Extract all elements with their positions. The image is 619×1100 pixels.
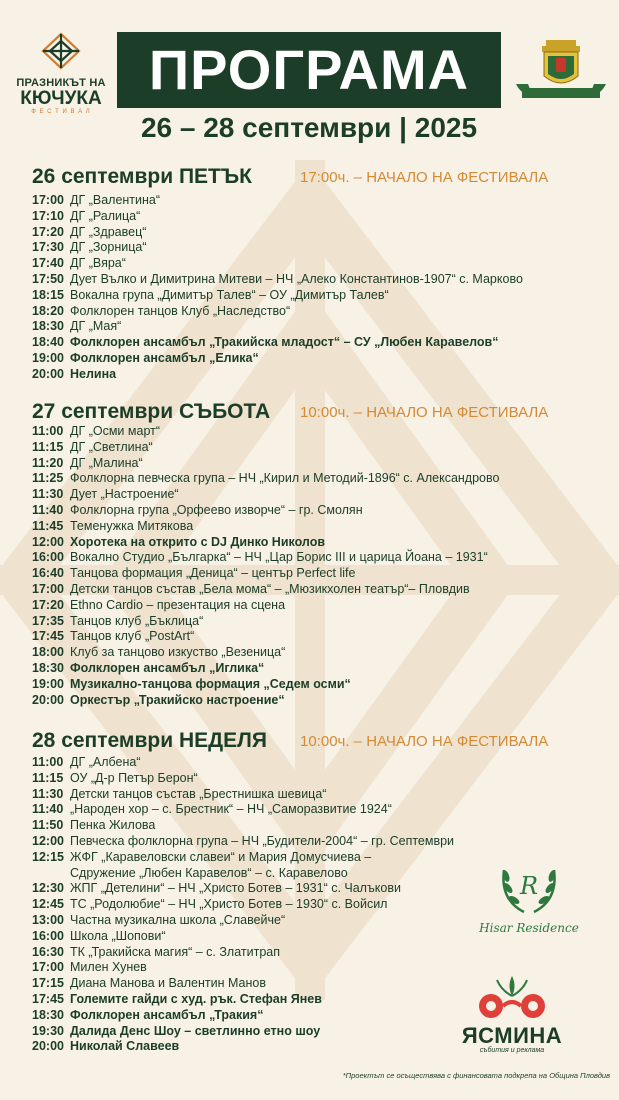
schedule-performer: Клуб за танцово изкуство „Везеница“: [70, 645, 286, 660]
schedule-performer: Детски танцов състав „Бела мома“ – „Мюзикхолен театър“– Пловдив: [70, 581, 470, 596]
program-banner: ПРОГРАМА: [117, 32, 501, 108]
schedule-row: [32, 802, 612, 818]
schedule-row: [32, 209, 612, 225]
schedule-row: [32, 424, 612, 440]
schedule-performer: Ethno Cardio – презентация на сцена: [70, 597, 286, 612]
yasmina-subtitle: събития и реклама: [479, 1047, 545, 1054]
day-3-title: 28 септември НЕДЕЛЯ: [32, 729, 267, 752]
schedule-row: [32, 288, 612, 304]
schedule-time: 12:30: [32, 881, 64, 896]
schedule-performer: Танцов клуб „PostArt“: [70, 629, 195, 644]
schedule-performer: Частна музикална школа „Славейче“: [70, 912, 286, 927]
festival-logo-line1: ПРАЗНИКЪТ НА: [16, 77, 106, 89]
schedule-row: [32, 598, 612, 614]
schedule-time: 11:20: [32, 455, 64, 470]
schedule-time: 17:40: [32, 256, 64, 271]
schedule-performer: ОУ „Д-р Петър Берон“: [70, 770, 198, 785]
schedule-performer: Фолклорен ансамбъл „Иглика“: [70, 660, 265, 675]
schedule-performer: ДГ „Малина“: [70, 455, 143, 470]
schedule-performer: Детски танцов състав „Брестнишка шевица“: [70, 786, 327, 801]
festival-dates: 26 – 28 септември | 2025: [140, 112, 478, 143]
yasmina-emblem-icon: [467, 972, 557, 1020]
day-2-header: [32, 400, 607, 426]
schedule-performer: Големите гайди с худ. рък. Стефан Янев: [70, 991, 322, 1006]
city-crest-icon: [512, 38, 610, 104]
schedule-performer: Нелина: [70, 366, 117, 381]
schedule-time: 16:00: [32, 550, 64, 565]
day-1-start: 17:00ч. – НАЧАЛО НА ФЕСТИВАЛА: [300, 169, 549, 186]
schedule-time: 18:30: [32, 1007, 64, 1022]
schedule-performer: Диана Манова и Валентин Манов: [70, 976, 266, 991]
schedule-row: [32, 566, 612, 582]
schedule-time: 18:00: [32, 645, 64, 660]
day-2-start: 10:00ч. – НАЧАЛО НА ФЕСТИВАЛА: [300, 404, 549, 421]
schedule-performer: Дует Вълко и Димитрина Митеви – НЧ „Алеко Константинов-1907“ с. Марково: [70, 271, 523, 286]
schedule-time: 11:40: [32, 502, 64, 517]
schedule-row: [32, 945, 612, 961]
schedule-row: [32, 834, 612, 850]
laurel-wreath-icon: [494, 852, 564, 918]
schedule-performer: Оркестър „Тракийско настроение“: [70, 692, 285, 707]
schedule-performer: ДГ „Мая“: [70, 319, 122, 334]
day-3-start: 10:00ч. – НАЧАЛО НА ФЕСТИВАЛА: [300, 733, 549, 750]
schedule-time: 20:00: [32, 1039, 64, 1054]
schedule-performer: Фолклорна певческа група – НЧ „Кирил и Методий-1896“ с. Александрово: [70, 471, 500, 486]
schedule-performer: Далида Денс Шоу – светлинно етно шоу: [70, 1023, 321, 1038]
schedule-performer: Вокална група „Димитър Талев“ – ОУ „Димитър Талев“: [70, 287, 389, 302]
schedule-row: [32, 240, 612, 256]
schedule-time: 20:00: [32, 692, 64, 707]
day-1-title: 26 септември ПЕТЪК: [32, 165, 252, 188]
schedule-performer: ТК „Тракийска магия“ – с. Златитрап: [70, 944, 281, 959]
schedule-row: [32, 818, 612, 834]
svg-text:R: R: [519, 872, 539, 900]
schedule-performer: Сдружение „Любен Каравелов“ – с. Каравелово: [70, 865, 348, 880]
schedule-row: [32, 519, 612, 535]
schedule-time: 11:15: [32, 770, 64, 785]
schedule-time: 11:25: [32, 471, 64, 486]
schedule-time: 17:45: [32, 629, 64, 644]
schedule-performer: Танцова формация „Деница“ – център Perfect life: [70, 566, 356, 581]
schedule-time: 12:15: [32, 849, 64, 864]
schedule-row: [32, 272, 612, 288]
schedule-time: 18:30: [32, 319, 64, 334]
schedule-time: 16:30: [32, 944, 64, 959]
schedule-row: [32, 677, 612, 693]
schedule-performer: Фолклорен ансамбъл „Елика“: [70, 350, 259, 365]
schedule-performer: Теменужка Митякова: [70, 518, 194, 533]
schedule-row: [32, 225, 612, 241]
schedule-row: [32, 503, 612, 519]
schedule-performer: Фолклорна група „Орфеево изворче“ – гр. Смолян: [70, 502, 363, 517]
day-3-header: [32, 729, 607, 755]
schedule-time: 17:20: [32, 597, 64, 612]
schedule-performer: ДГ „Здравец“: [70, 224, 147, 239]
schedule-row: [32, 693, 612, 709]
schedule-row: [32, 787, 612, 803]
schedule-performer: Певческа фолклорна група – НЧ „Будители-2004“ – гр. Септември: [70, 833, 455, 848]
schedule-row: [32, 471, 612, 487]
schedule-performer: Дует „Настроение“: [70, 487, 179, 502]
schedule-time: 16:40: [32, 566, 64, 581]
schedule-performer: Милен Хунев: [70, 960, 147, 975]
schedule-time: 17:00: [32, 960, 64, 975]
schedule-row: [32, 367, 612, 383]
schedule-row: [32, 614, 612, 630]
schedule-time: 11:50: [32, 818, 64, 833]
schedule-time: 12:00: [32, 833, 64, 848]
schedule-row: [32, 256, 612, 272]
schedule-time: 18:15: [32, 287, 64, 302]
schedule-performer: Николай Славеев: [70, 1039, 180, 1054]
schedule-row: [32, 629, 612, 645]
funding-footnote: *Проектът се осъществява с финансовата подкрепа на Община Пловдив: [342, 1071, 610, 1080]
schedule-time: 17:00: [32, 581, 64, 596]
day-2-title: 27 септември СЪБОТА: [32, 400, 271, 423]
schedule-performer: ЖФГ „Каравеловски славеи“ и Мария Домусчиева –: [70, 849, 372, 864]
schedule-row: [32, 535, 612, 551]
schedule-row: [32, 456, 612, 472]
schedule-row: [32, 755, 612, 771]
schedule-time: 16:00: [32, 928, 64, 943]
schedule-row: [32, 335, 612, 351]
schedule-performer: Фолклорен ансамбъл „Тракийска младост“ – СУ „Любен Каравелов“: [70, 335, 499, 350]
schedule-row: [32, 661, 612, 677]
schedule-time: 11:30: [32, 786, 64, 801]
hisar-residence-logo: [478, 852, 580, 935]
schedule-performer: Пенка Жилова: [70, 818, 156, 833]
schedule-performer: Фолклорен ансамбъл „Тракия“: [70, 1007, 264, 1022]
schedule-row: [32, 487, 612, 503]
schedule-time: 17:15: [32, 976, 64, 991]
schedule-time: 11:30: [32, 487, 64, 502]
schedule-time: 12:00: [32, 534, 64, 549]
schedule-time: 11:40: [32, 802, 64, 817]
festival-logo-line3: Ф Е С Т И В А Л: [31, 109, 91, 115]
schedule-time: 17:30: [32, 240, 64, 255]
schedule-time: 17:45: [32, 991, 64, 1006]
hisar-residence-name: Hisar Residence: [479, 921, 579, 935]
schedule-performer: Школа „Шопови“: [70, 928, 166, 943]
festival-logo: [10, 32, 112, 115]
schedule-row: [32, 440, 612, 456]
schedule-performer: ДГ „Ралица“: [70, 208, 141, 223]
schedule-performer: ДГ „Валентина“: [70, 193, 161, 207]
schedule-time: 11:45: [32, 518, 64, 533]
schedule-time: 17:20: [32, 224, 64, 239]
day-1-schedule: [32, 193, 612, 383]
schedule-performer: ДГ „Зорница“: [70, 240, 147, 255]
schedule-performer: „Народен хор – с. Брестник“ – НЧ „Саморазвитие 1924“: [70, 802, 392, 817]
schedule-performer: Вокално Студио „Българка“ – НЧ „Цар Борис III и царица Йоана – 1931“: [70, 550, 488, 565]
schedule-row: [32, 582, 612, 598]
schedule-time: 18:30: [32, 660, 64, 675]
schedule-time: 19:00: [32, 676, 64, 691]
schedule-time: 11:15: [32, 439, 64, 454]
schedule-time: 18:40: [32, 335, 64, 350]
schedule-row: [32, 304, 612, 320]
schedule-performer: Фолклорен танцов Клуб „Наследство“: [70, 303, 291, 318]
yasmina-logo: [452, 972, 572, 1054]
schedule-performer: ДГ „Светлина“: [70, 439, 153, 454]
schedule-time: 19:00: [32, 350, 64, 365]
schedule-time: 19:30: [32, 1023, 64, 1038]
schedule-time: 11:00: [32, 424, 64, 438]
schedule-row: [32, 550, 612, 566]
schedule-row: [32, 771, 612, 787]
day-1-header: [32, 165, 607, 191]
day-2-schedule: [32, 424, 612, 708]
festival-logo-line2: КЮЧУКА: [20, 88, 102, 109]
schedule-performer: Танцов клуб „Бъклица“: [70, 613, 204, 628]
festival-emblem-icon: [39, 32, 83, 70]
schedule-time: 11:00: [32, 755, 64, 769]
schedule-performer: Музикално-танцова формация „Седем осми“: [70, 676, 351, 691]
schedule-time: 17:10: [32, 208, 64, 223]
schedule-performer: ДГ „Вяра“: [70, 256, 126, 271]
yasmina-name: ЯСМИНА: [461, 1023, 563, 1048]
schedule-performer: ТС „Родолюбие“ – НЧ „Христо Ботев – 1930“ с. Войсил: [70, 897, 388, 912]
schedule-time: 17:50: [32, 271, 64, 286]
schedule-performer: ДГ „Албена“: [70, 755, 141, 769]
schedule-time: 18:20: [32, 303, 64, 318]
schedule-row: [32, 193, 612, 209]
schedule-performer: ЖПГ „Детелини“ – НЧ „Христо Ботев – 1931“ с. Чалъкови: [70, 881, 401, 896]
schedule-time: 12:45: [32, 897, 64, 912]
schedule-time: 13:00: [32, 912, 64, 927]
schedule-row: [32, 645, 612, 661]
schedule-performer: Хоротека на открито с DJ Динко Николов: [70, 534, 326, 549]
schedule-performer: ДГ „Осми март“: [70, 424, 161, 438]
schedule-time: 17:35: [32, 613, 64, 628]
schedule-row: [32, 319, 612, 335]
schedule-row: [32, 351, 612, 367]
schedule-time: 20:00: [32, 366, 64, 381]
schedule-time: 17:00: [32, 193, 64, 207]
